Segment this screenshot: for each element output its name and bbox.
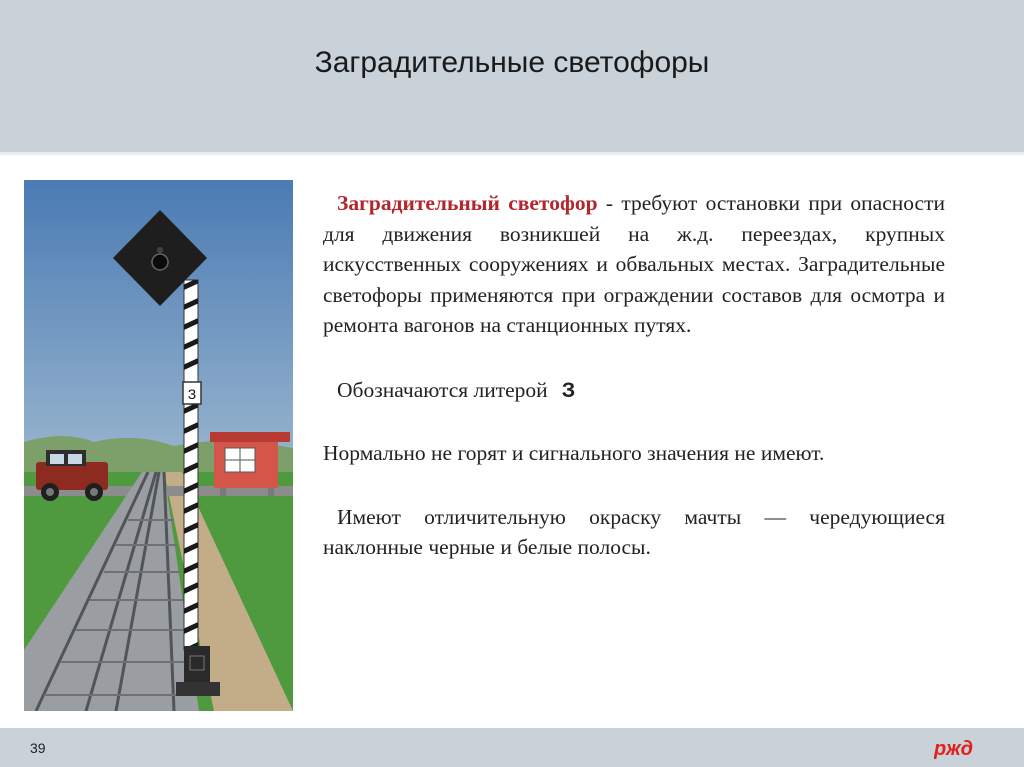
header-divider — [0, 152, 1024, 155]
barrier-signal-illustration — [24, 180, 293, 711]
slide-title: Заградительные светофоры — [314, 46, 710, 79]
slide-footer — [0, 728, 1024, 767]
page-number: 39 — [30, 740, 46, 756]
definition-paragraph — [323, 188, 945, 341]
mast-paragraph: Имеют отличительную окраску мачты — чередующиеся наклонные черные и белые полосы. — [323, 504, 945, 559]
designation-letter: З — [561, 377, 576, 402]
rzd-logo-text: ржд — [934, 738, 974, 760]
slide-text — [323, 188, 945, 563]
mast-plate-letter: З — [187, 386, 197, 402]
definition-text: - требуют остановки при опасности для движения возникшей на ж.д. переездах, крупных искусственных сооружениях и обвальных местах. Заградительные светофоры применяются при ограждении составов для осмотра и ремонта вагонов на станционных путях. — [323, 191, 945, 337]
normal-state-paragraph: Нормально не горят и сигнального значения не имеют. — [323, 441, 825, 465]
term-highlight: Заградительный светофор — [337, 191, 598, 215]
crossing-house — [210, 432, 290, 496]
designation-paragraph — [323, 375, 945, 406]
rzd-logo — [934, 736, 988, 760]
designation-text: Обозначаются литерой — [337, 377, 548, 402]
